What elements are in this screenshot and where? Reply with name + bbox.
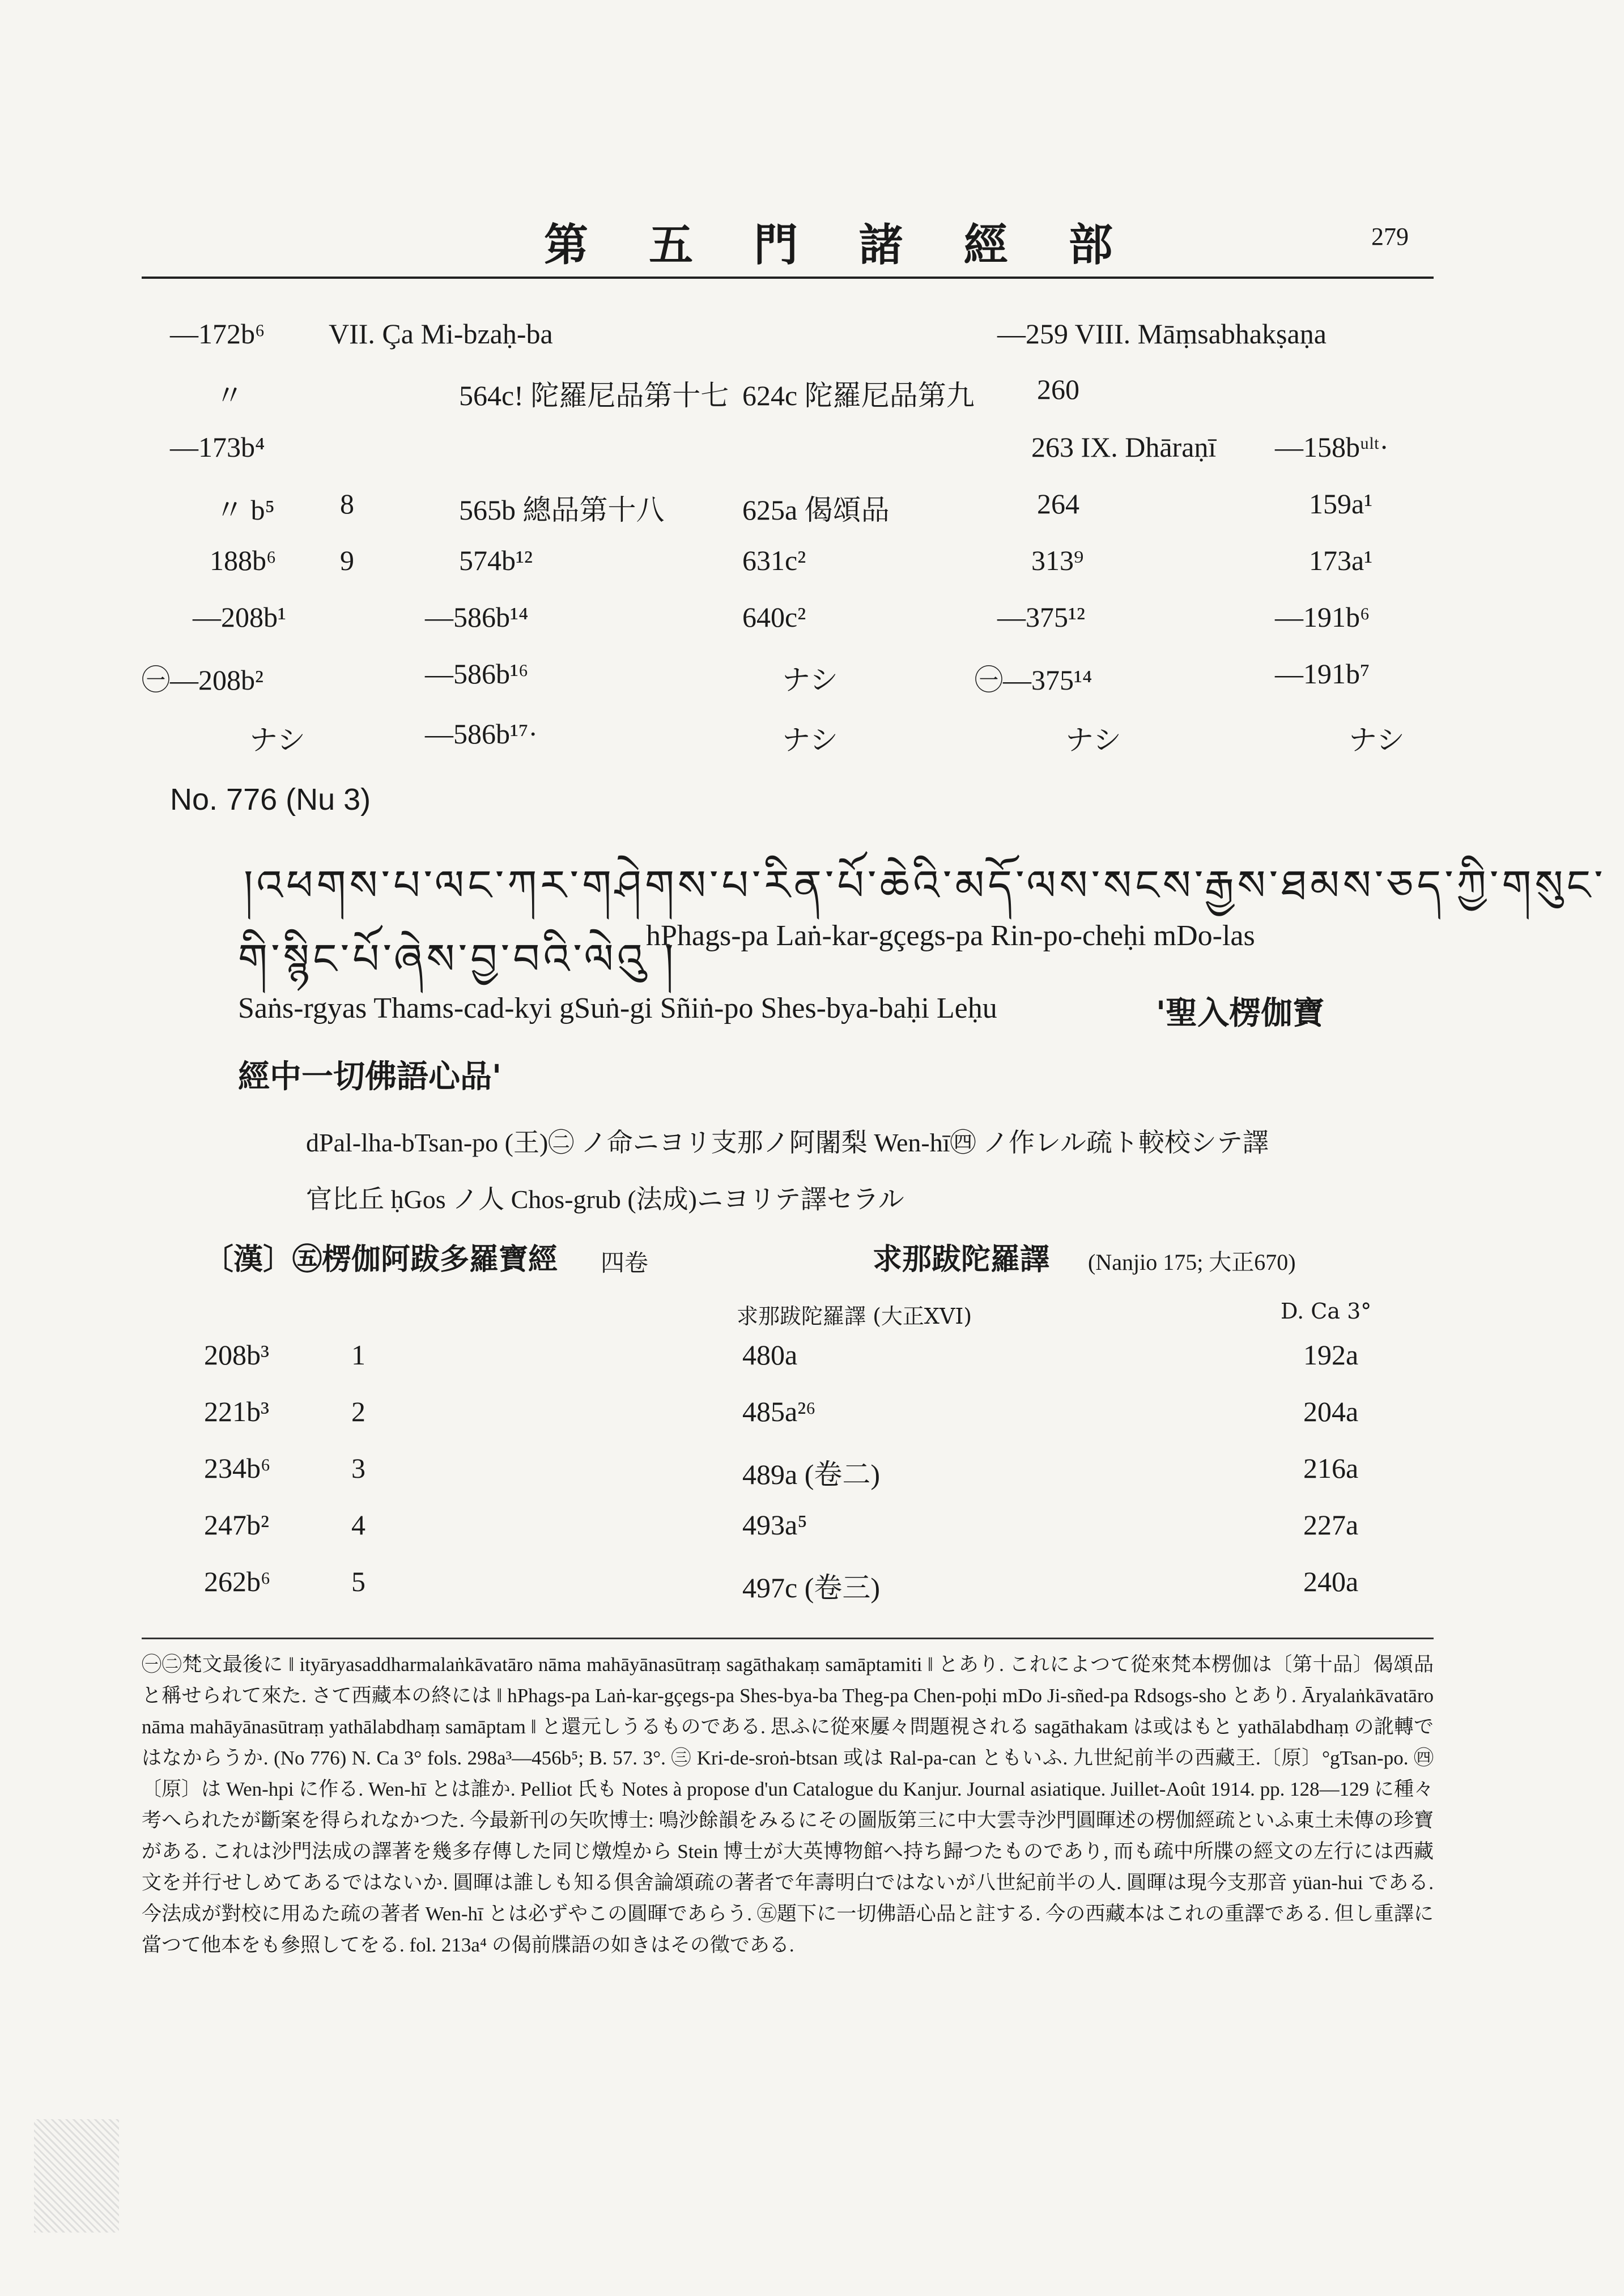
entry-number: No. 776 (Nu 3) xyxy=(170,783,371,817)
table-cell: ナシ xyxy=(1065,724,1121,756)
han-label: 〔漢〕㊄楞伽阿跋多羅寶經 xyxy=(204,1242,558,1277)
table-cell: 624c 陀羅尼品第九 xyxy=(742,380,975,411)
table-cell: —191b⁷ xyxy=(1275,658,1370,690)
table-cell: 497c (卷三) xyxy=(742,1572,880,1604)
footnote-rule xyxy=(142,1638,1434,1639)
table-cell: 208b³ xyxy=(204,1339,269,1371)
table-cell: 480a xyxy=(742,1339,798,1371)
table-cell: —586b¹⁴ xyxy=(425,601,529,633)
table-cell: 159a¹ xyxy=(1309,488,1373,520)
table-cell: 260 xyxy=(1037,373,1079,405)
han-volumes: 四卷 xyxy=(601,1249,649,1277)
table-cell: 485a²⁶ xyxy=(742,1396,816,1427)
table-cell: 173a¹ xyxy=(1309,545,1373,576)
footnotes: ㊀㊁梵文最後に ǁ ityāryasaddharmalaṅkāvatāro nāma mahāyānasūtraṃ sagāthakaṃ samāptamiti ǁ とあり. これによつて從來梵本楞伽は〔第十品〕偈頌品と稱せられて來た. さて西藏本の終には ǁ hPhags-pa Laṅ-kar-gçegs-pa Shes-bya-ba Theg-pa Chen-poḥi mDo Ji-sñed-pa Rdsogs-sho とあり. Āryalaṅkāvatāro nāma mahāyānasūtraṃ yathālabdhaṃ samāptam ǁ と還元しうるものである. 思ふに從來屢々問題視される sagāthakam は或はもと yathālabdhaṃ の訛轉ではなからうか. (No 776) N. Ca 3° fols. 298a³—456b⁵; B. 57. 3°. ㊂ Kri-de-sroṅ-btsan 或は Ral-pa-can ともいふ. 九世紀前半の西藏王.〔原〕°gTsan-po. ㊃〔原〕は Wen-hpi に作る. Wen-hī とは誰か. Pelliot 氏も Notes à propose d'un Catalogue du Kanjur. Journal asiatique. Juillet-Août 1914. pp. 128—129 に種々考へられたが斷案を得られなかつた. 今最新刊の矢吹博士: 鳴沙餘韻をみるにその圖版第三に中大雲寺沙門圓暉述の楞伽經疏といふ東土未傳の珍寶がある. これは沙門法成の譯著を幾多存傳した同じ燉煌から Stein 博士が大英博物館へ持ち歸つたものであり, 而も疏中所牒の經文の左行には西藏文を并行せしめてあるではないか. 圓暉は誰しも知る倶舍論頌疏の著者で年壽明白ではないが八世紀前半の人. 圓暉は現今支那音 yüan-hui である. 今法成が對校に用ゐた疏の著者 Wen-hī とは必ずやこの圓暉であらう. ㊄題下に一切佛語心品と註する. 今の西藏本はこれの重譯である. 但し重譯に當つて他本をも參照してをる. fol. 213a⁴ の偈前牒語の如きはその徵である. xyxy=(142,1653,1434,1956)
table-cell: ナシ xyxy=(782,664,838,696)
table-cell: 262b⁶ xyxy=(204,1566,271,1597)
table-cell: 3 xyxy=(351,1452,365,1484)
table-cell: 192a xyxy=(1303,1339,1359,1371)
table-cell: —173b⁴ xyxy=(170,431,265,463)
table-cell: 264 xyxy=(1037,488,1079,520)
tibetan-title-line-2: གི་སྙིང་པོ་ཞེས་བྱ་བའི་ལེའུ ། xyxy=(238,935,677,984)
transliteration-line-1: hPhags-pa Laṅ-kar-gçegs-pa Rin-po-cheḥi mDo-las xyxy=(646,920,1255,952)
table-cell: 8 xyxy=(340,488,354,520)
table-cell: —586b¹⁶ xyxy=(425,658,529,690)
table-cell: 4 xyxy=(351,1509,365,1541)
han-reference: (Nanjio 175; 大正670) xyxy=(1088,1249,1296,1275)
table-cell: 263 IX. Dhāraṇī xyxy=(1031,431,1217,463)
table-cell: 313⁹ xyxy=(1031,545,1084,576)
table-cell: —586b¹⁷· xyxy=(425,718,538,750)
table-cell: 489a (卷二) xyxy=(742,1459,880,1490)
table-cell: 227a xyxy=(1303,1509,1359,1541)
table-cell: ㊀—208b² xyxy=(142,664,263,696)
column-header: 求那跋陀羅譯 (大正XVI) xyxy=(737,1304,972,1329)
table-cell: 9 xyxy=(340,545,354,576)
colophon-line-1: dPal-lha-bTsan-po (王)㊁ ノ命ニヨリ支那ノ阿闍梨 Wen-hī㊃ ノ作レル疏ト較校シテ譯 xyxy=(306,1128,1269,1157)
header-rule xyxy=(142,277,1434,279)
running-header-title: 第 五 門 諸 經 部 xyxy=(544,219,1136,271)
table-cell: 188b⁶ xyxy=(210,545,277,576)
table-cell: 565b 總品第十八 xyxy=(459,494,665,526)
table-cell: —191b⁶ xyxy=(1275,601,1370,633)
table-cell: 204a xyxy=(1303,1396,1359,1427)
table-cell: ナシ xyxy=(1349,724,1405,756)
han-translator: 求那跋陀羅譯 xyxy=(873,1242,1050,1277)
table-cell: —375¹² xyxy=(997,601,1085,633)
page-number: 279 xyxy=(1371,223,1409,250)
table-cell: 247b² xyxy=(204,1509,269,1541)
column-header: D. Ca 3° xyxy=(1281,1299,1372,1324)
table-cell: 5 xyxy=(351,1566,365,1597)
table-cell: 631c² xyxy=(742,545,806,576)
table-cell: VII. Ça Mi-bzaḥ-ba xyxy=(329,318,553,350)
transliteration-line-2: Saṅs-rgyas Thams-cad-kyi gSuṅ-gi Sñiṅ-po Shes-bya-baḥi Leḥu xyxy=(238,992,997,1024)
chinese-title-part-1: '聖入楞伽寶 xyxy=(1156,994,1325,1032)
table-cell: —172b⁶ xyxy=(170,318,265,350)
table-cell: 234b⁶ xyxy=(204,1452,271,1484)
table-cell: 564c! 陀羅尼品第十七 xyxy=(459,380,729,411)
table-cell: 493a⁵ xyxy=(742,1509,807,1541)
chinese-title-part-2: 經中一切佛語心品' xyxy=(238,1058,502,1095)
table-cell: ㊀—375¹⁴ xyxy=(975,664,1092,696)
colophon-line-2: 官比丘 ḥGos ノ人 Chos-grub (法成)ニヨリテ譯セラル xyxy=(306,1185,904,1214)
table-cell: 625a 偈頌品 xyxy=(742,494,890,526)
table-cell: 1 xyxy=(351,1339,365,1371)
table-cell: ナシ xyxy=(782,724,838,756)
table-cell: 221b³ xyxy=(204,1396,269,1427)
table-cell: 216a xyxy=(1303,1452,1359,1484)
table-cell: ナシ xyxy=(249,724,305,756)
table-cell: 574b¹² xyxy=(459,545,533,576)
table-cell: 〃 b⁵ xyxy=(215,494,275,526)
table-cell: —208b¹ xyxy=(193,601,286,633)
table-cell: 240a xyxy=(1303,1566,1359,1597)
tibetan-title-line-1: །འཕགས་པ་ལང་ཀར་གཤེགས་པ་རིན་པོ་ཆེའི་མདོ་ལས་སངས་རྒྱས་ཐམས་ཅད་ཀྱི་གསུང་ xyxy=(244,861,1606,910)
scan-artifact xyxy=(34,2119,119,2233)
table-cell: —158bᵘˡᵗ· xyxy=(1275,431,1389,463)
table-cell: —259 VIII. Māṃsabhakṣaṇa xyxy=(997,318,1327,350)
table-cell: 640c² xyxy=(742,601,806,633)
table-cell: 2 xyxy=(351,1396,365,1427)
table-cell: 〃 xyxy=(215,380,244,411)
